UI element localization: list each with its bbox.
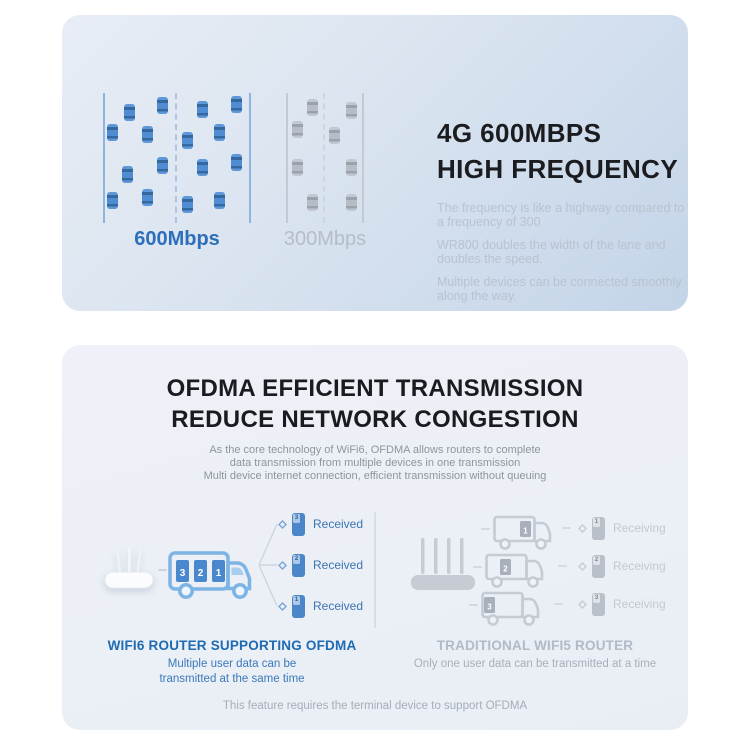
paragraph: The frequency is like a highway compared to a frequency of 300 bbox=[437, 201, 685, 229]
lane-edge-line bbox=[362, 93, 364, 223]
ofdma-title-line2: REDUCE NETWORK CONGESTION bbox=[171, 406, 579, 433]
wifi6-router-icon bbox=[103, 545, 155, 595]
car-icon bbox=[157, 157, 168, 174]
panel-title-line1: 4G 600MBPS bbox=[437, 118, 602, 148]
wifi5-truck-icon bbox=[493, 513, 555, 551]
car-icon bbox=[142, 126, 153, 143]
car-icon bbox=[307, 194, 318, 211]
car-icon bbox=[346, 159, 357, 176]
received-label: Received bbox=[313, 558, 364, 572]
high-frequency-text-block bbox=[437, 115, 689, 313]
lane-dashed-line bbox=[323, 93, 325, 223]
phone-badge: 1 bbox=[594, 518, 599, 525]
wifi6-truck-icon bbox=[168, 545, 258, 599]
signal-icon bbox=[278, 602, 287, 611]
paragraph: Multiple devices can be connected smoothly along the way. bbox=[437, 275, 682, 303]
phone-icon bbox=[292, 595, 305, 618]
car-icon bbox=[197, 159, 208, 176]
lane-dashed-line bbox=[175, 93, 177, 223]
signal-icon bbox=[578, 600, 587, 609]
signal-icon bbox=[578, 562, 587, 571]
panel-divider bbox=[374, 512, 376, 628]
signal-icon bbox=[278, 520, 287, 529]
truck-box-number: 1 bbox=[215, 568, 222, 579]
phone-badge: 1 bbox=[294, 596, 299, 603]
subtitle-line: Multi device internet connection, efficient transmission without queuing bbox=[203, 470, 547, 482]
receiving-row bbox=[578, 554, 666, 578]
ofdma-title-line1: OFDMA EFFICIENT TRANSMISSION bbox=[166, 375, 584, 402]
wifi6-caption-subtitle bbox=[81, 657, 383, 687]
car-icon bbox=[122, 166, 133, 183]
car-icon bbox=[124, 104, 135, 121]
ofdma-panel bbox=[62, 345, 688, 730]
car-icon bbox=[329, 127, 340, 144]
wifi5-caption bbox=[384, 638, 686, 672]
lane-600mbps bbox=[103, 93, 251, 223]
ofdma-footer-note: This feature requires the terminal device to support OFDMA bbox=[222, 700, 528, 712]
car-icon bbox=[231, 154, 242, 171]
car-icon bbox=[107, 124, 118, 141]
wifi5-router-icon bbox=[410, 535, 476, 595]
car-icon bbox=[157, 97, 168, 114]
lane-label-600mbps: 600Mbps bbox=[134, 228, 220, 250]
phone-icon bbox=[592, 555, 605, 578]
truck-box-number: 3 bbox=[487, 602, 492, 612]
received-label: Received bbox=[313, 599, 364, 613]
car-icon bbox=[307, 99, 318, 116]
car-icon bbox=[292, 121, 303, 138]
receiving-label: Receiving bbox=[613, 597, 666, 611]
lane-label-300mbps: 300Mbps bbox=[283, 228, 367, 250]
panel-paragraphs bbox=[437, 202, 689, 303]
link-dash bbox=[562, 527, 571, 529]
caption-line: transmitted at the same time bbox=[159, 673, 305, 685]
caption-line: Multiple user data can be bbox=[167, 658, 297, 670]
truck-box-number: 2 bbox=[503, 564, 508, 574]
high-frequency-panel bbox=[62, 15, 688, 311]
ofdma-subtitle bbox=[62, 444, 688, 483]
link-dash bbox=[481, 528, 490, 530]
fanout-lines bbox=[258, 515, 278, 615]
received-row bbox=[278, 553, 363, 577]
link-dash bbox=[554, 603, 563, 605]
wifi5-caption-subtitle: Only one user data can be transmitted at a time bbox=[413, 658, 657, 670]
car-icon bbox=[197, 101, 208, 118]
car-icon bbox=[292, 159, 303, 176]
lane-edge-line bbox=[286, 93, 288, 223]
link-dash bbox=[558, 565, 567, 567]
truck-box-number: 2 bbox=[197, 568, 204, 579]
panel-title bbox=[437, 115, 689, 187]
car-icon bbox=[346, 194, 357, 211]
car-icon bbox=[214, 192, 225, 209]
truck-box-number: 1 bbox=[523, 526, 528, 536]
phone-badge: 3 bbox=[294, 514, 299, 521]
car-icon bbox=[142, 189, 153, 206]
phone-icon bbox=[592, 517, 605, 540]
car-icon bbox=[182, 132, 193, 149]
receiving-label: Receiving bbox=[613, 521, 666, 535]
wifi6-caption bbox=[81, 638, 383, 687]
subtitle-line: data transmission from multiple devices in one transmission bbox=[229, 457, 521, 469]
car-icon bbox=[107, 192, 118, 209]
signal-icon bbox=[278, 561, 287, 570]
signal-icon bbox=[578, 524, 587, 533]
car-icon bbox=[346, 102, 357, 119]
phone-icon bbox=[592, 593, 605, 616]
car-icon bbox=[214, 124, 225, 141]
link-dash bbox=[469, 604, 478, 606]
paragraph: WR800 doubles the width of the lane and doubles the speed. bbox=[437, 238, 666, 266]
link-dash bbox=[158, 569, 167, 571]
phone-icon bbox=[292, 513, 305, 536]
panel-title-line2: HIGH FREQUENCY bbox=[437, 154, 679, 184]
subtitle-line: As the core technology of WiFi6, OFDMA allows routers to complete bbox=[209, 444, 541, 456]
received-row bbox=[278, 512, 363, 536]
lane-edge-line bbox=[249, 93, 251, 223]
receiving-label: Receiving bbox=[613, 559, 666, 573]
phone-badge: 3 bbox=[594, 594, 599, 601]
car-icon bbox=[182, 196, 193, 213]
link-dash bbox=[473, 566, 482, 568]
wifi6-caption-title: WIFI6 ROUTER SUPPORTING OFDMA bbox=[107, 638, 357, 653]
truck-box-number: 3 bbox=[179, 568, 186, 579]
ofdma-title bbox=[62, 373, 688, 435]
phone-icon bbox=[292, 554, 305, 577]
wifi5-caption-title: TRADITIONAL WIFI5 ROUTER bbox=[436, 638, 634, 653]
receiving-row bbox=[578, 592, 666, 616]
wifi5-truck-icon bbox=[481, 589, 543, 627]
received-label: Received bbox=[313, 517, 364, 531]
car-icon bbox=[231, 96, 242, 113]
received-row bbox=[278, 594, 363, 618]
phone-badge: 2 bbox=[294, 555, 299, 562]
phone-badge: 2 bbox=[594, 556, 599, 563]
lane-edge-line bbox=[103, 93, 105, 223]
wifi5-truck-icon bbox=[485, 551, 547, 589]
receiving-row bbox=[578, 516, 666, 540]
lane-300mbps bbox=[286, 93, 364, 223]
